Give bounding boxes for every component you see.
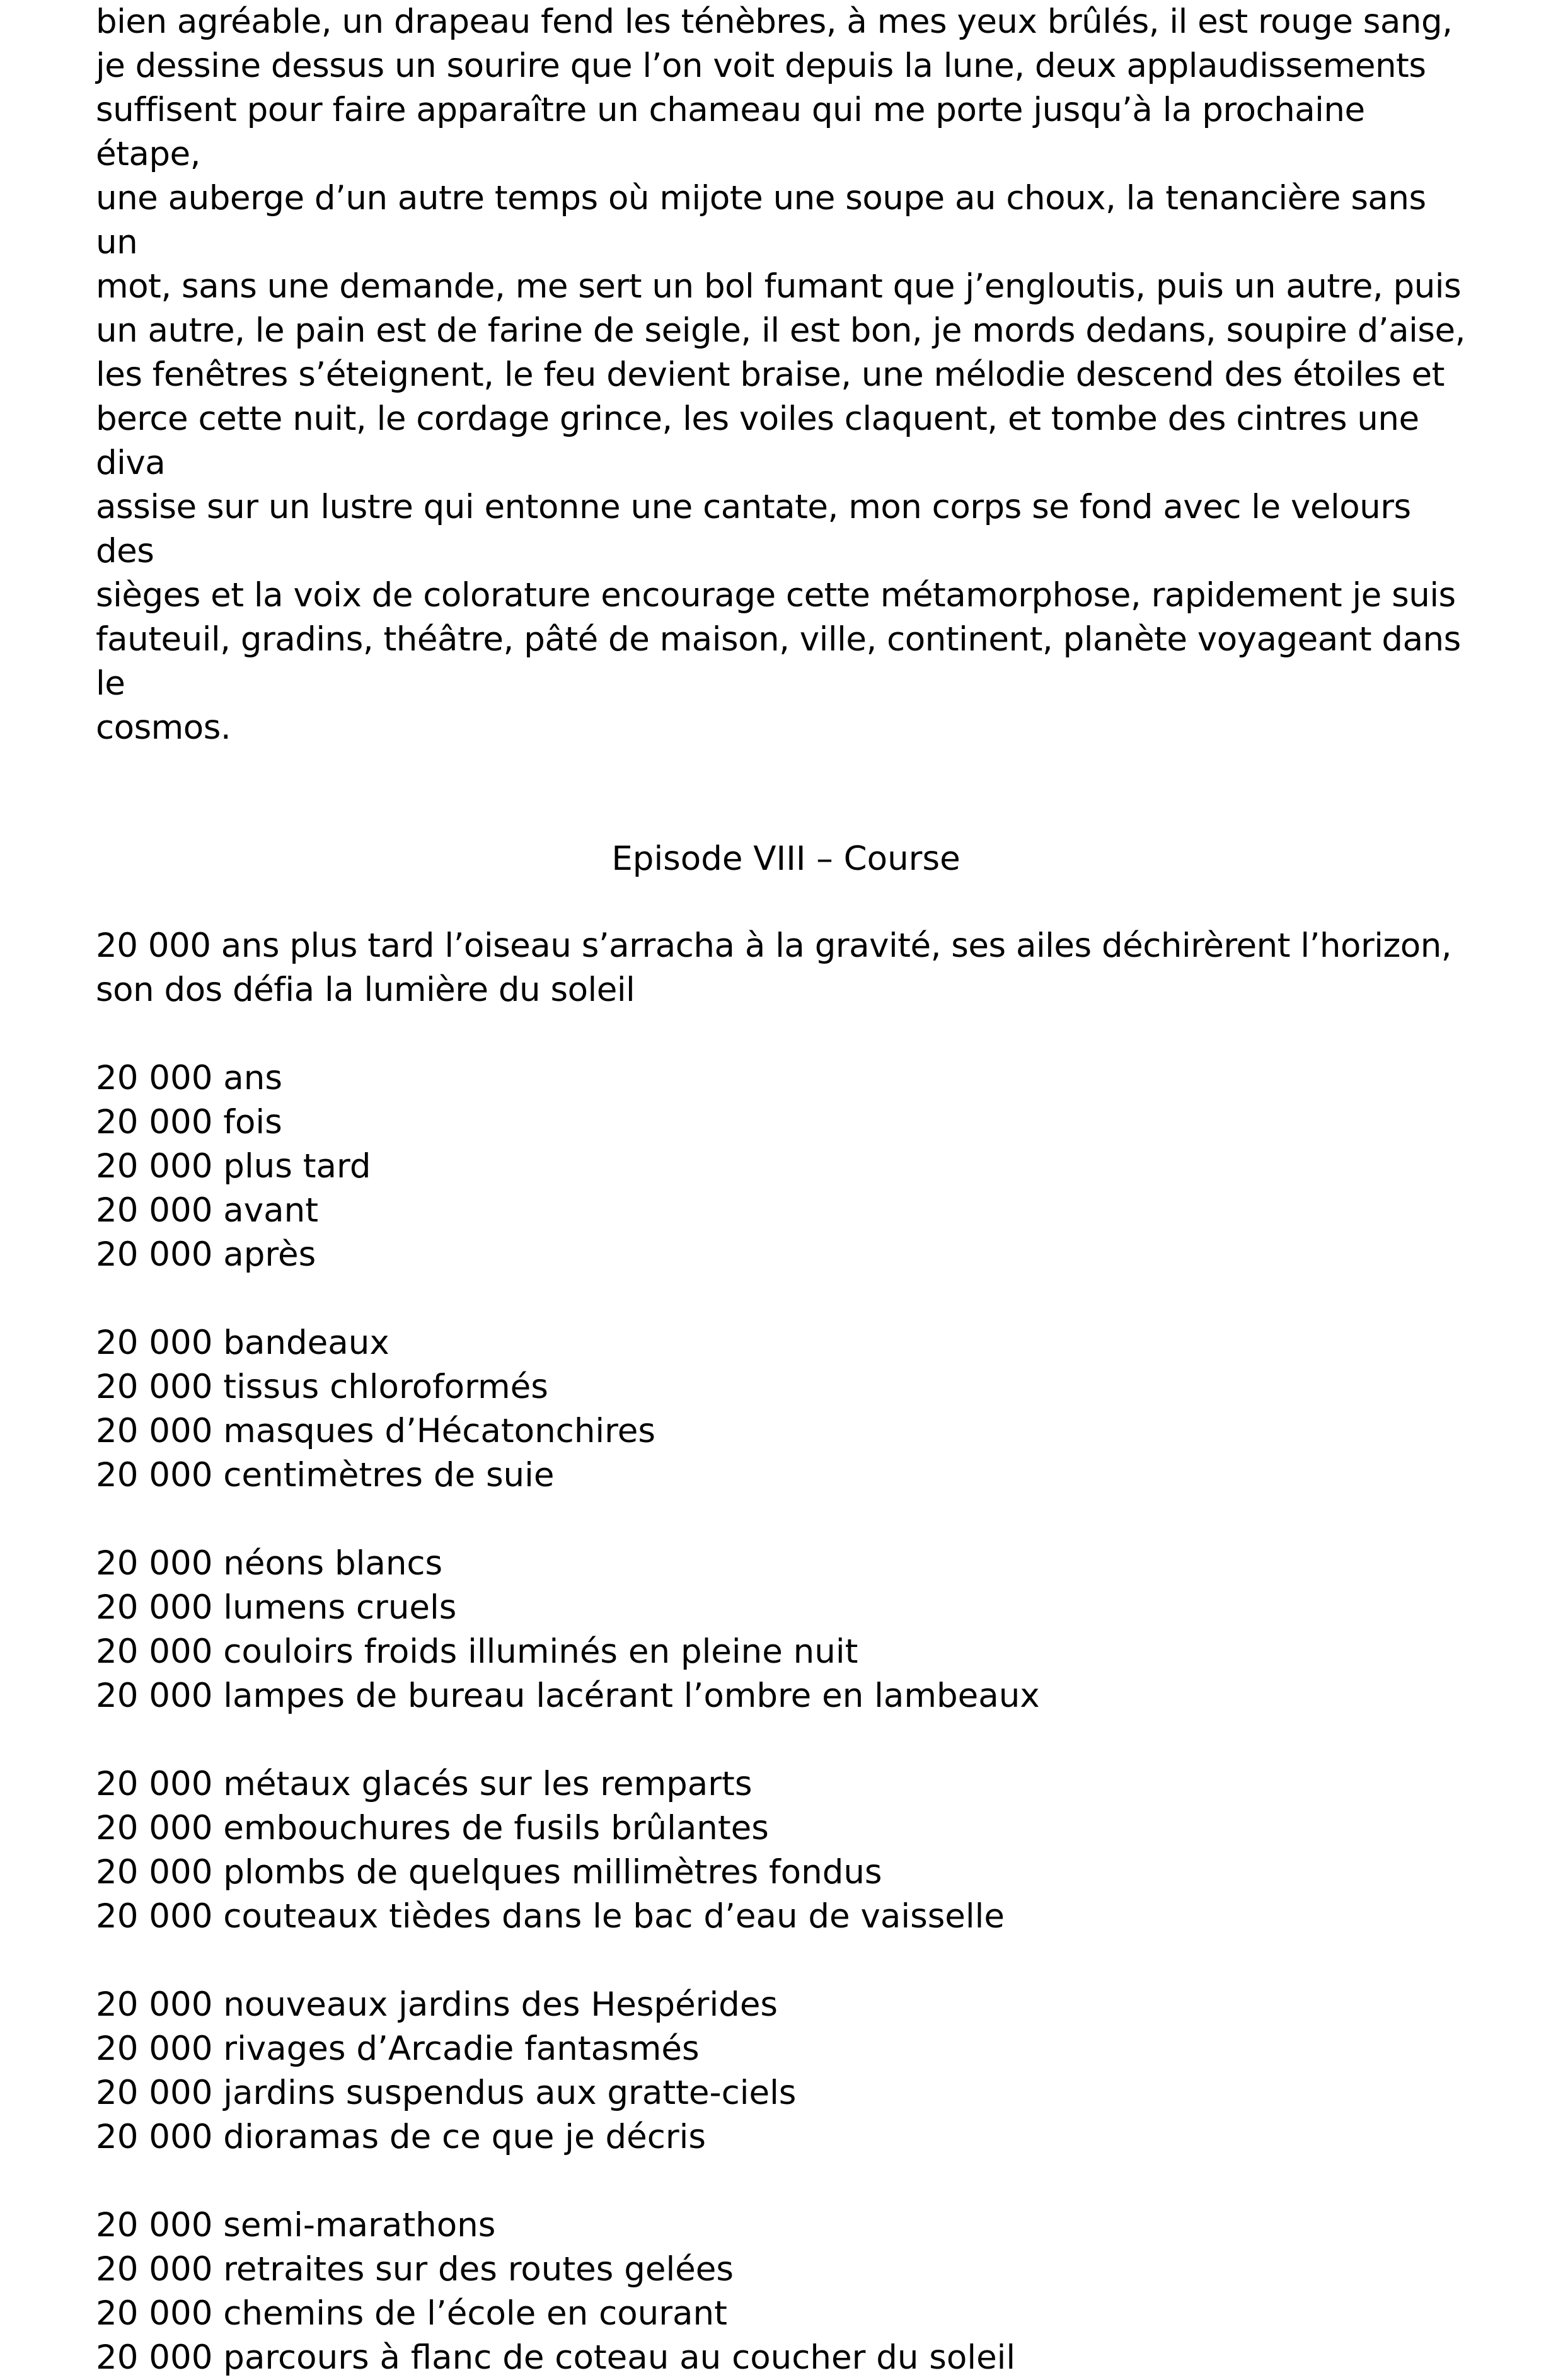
poem-line: 20 000 avant: [96, 1191, 318, 1230]
poem-line: 20 000 dioramas de ce que je décris: [96, 2118, 707, 2156]
poem-line: 20 000 après: [96, 1235, 316, 1274]
poem-stanza: [96, 1056, 1476, 1277]
poem-stanza: [96, 1762, 1476, 1939]
poem-line: 20 000 couloirs froids illuminés en pleine nuit: [96, 1632, 858, 1671]
poem-stanza: [96, 1321, 1476, 1498]
poem-stanzas: [96, 1056, 1476, 2380]
poem-line: 20 000 embouchures de fusils brûlantes: [96, 1809, 769, 1847]
poem-stanza: [96, 1983, 1476, 2159]
poem-stanza: [96, 2204, 1476, 2380]
poem-line: 20 000 jardins suspendus aux gratte-ciels: [96, 2074, 797, 2112]
intro-paragraph: 20 000 ans plus tard l’oiseau s’arracha à la gravité, ses ailes déchirèrent l’horizon, son dos défia la lumière du soleil: [96, 927, 1452, 1009]
poem-line: 20 000 retraites sur des routes gelées: [96, 2250, 734, 2289]
poem-line: 20 000 lumens cruels: [96, 1588, 457, 1627]
poem-line: 20 000 bandeaux: [96, 1324, 389, 1362]
poem-line: 20 000 couteaux tièdes dans le bac d’eau de vaisselle: [96, 1897, 1005, 1936]
poem-line: 20 000 rivages d’Arcadie fantasmés: [96, 2030, 700, 2068]
poem-line: 20 000 plombs de quelques millimètres fondus: [96, 1853, 882, 1892]
poem-line: 20 000 chemins de l’école en courant: [96, 2294, 727, 2333]
poem-line: 20 000 tissus chloroformés: [96, 1368, 548, 1406]
prose-paragraph: bien agréable, un drapeau fend les ténèbres, à mes yeux brûlés, il est rouge sang, je dessine dessus un sourire que l’on voit depuis la lune, deux applaudissements suffisent pour faire apparaître un chameau qui me porte jusqu’à la prochaine étape, une auberge d’un autre temps où mijote une soupe au choux, la tenancière sans un mot, sans une demande, me sert un bol fumant que j’engloutis, puis un autre, puis un autre, le pain est de farine de seigle, il est bon, je mords dedans, soupire d’aise, les fenêtres s’éteignent, le feu devient braise, une mélodie descend des étoiles et berce cette nuit, le cordage grince, les voiles claquent, et tombe des cintres une diva assise sur un lustre qui entonne une cantate, mon corps se fond avec le velours des sièges et la voix de colorature encourage cette métamorphose, rapidement je suis fauteuil, gradins, théâtre, pâté de maison, ville, continent, planète voyageant dans le cosmos.: [96, 3, 1465, 747]
poem-line: 20 000 plus tard: [96, 1147, 371, 1186]
poem-line: 20 000 ans: [96, 1059, 282, 1097]
poem-line: 20 000 nouveaux jardins des Hespérides: [96, 1985, 778, 2024]
poem-line: 20 000 métaux glacés sur les remparts: [96, 1765, 753, 1803]
poem-line: 20 000 semi-marathons: [96, 2206, 496, 2244]
poem-line: 20 000 masques d’Hécatonchires: [96, 1412, 655, 1450]
poem-line: 20 000 fois: [96, 1103, 282, 1141]
poem-line: 20 000 centimètres de suie: [96, 1456, 555, 1494]
poem-line: 20 000 lampes de bureau lacérant l’ombre en lambeaux: [96, 1677, 1040, 1715]
poem-line: 20 000 parcours à flanc de coteau au coucher du soleil: [96, 2338, 1016, 2377]
poem-line: 20 000 néons blancs: [96, 1544, 443, 1583]
document-page: [96, 0, 1476, 2377]
poem-stanza: [96, 1542, 1476, 1718]
episode-title: Episode VIII – Course: [611, 840, 960, 878]
